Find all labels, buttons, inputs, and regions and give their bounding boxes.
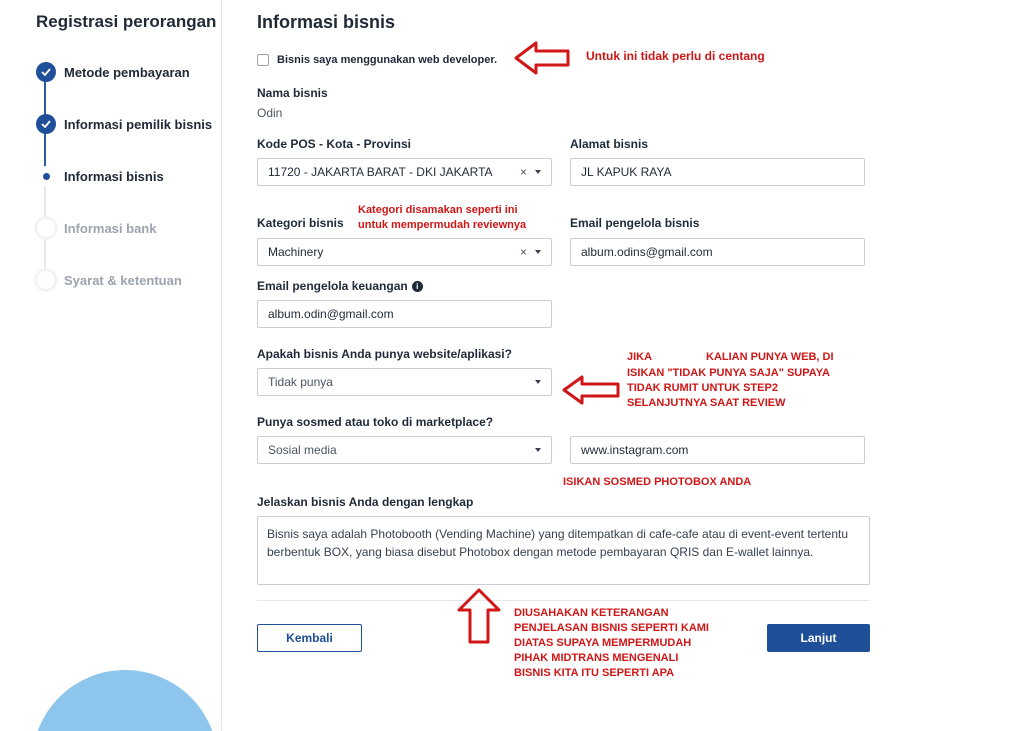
annotation-arrow-up-icon [456,588,502,644]
social-type-value: Sosial media [268,443,337,457]
annotation-desc-note-1: DIUSAHAKAN KETERANGAN [514,607,669,619]
step-informasi-bank [36,218,156,238]
social-type-select[interactable] [257,436,552,464]
annotation-category-note-1: Kategori disamakan seperti ini [358,204,518,216]
postal-select[interactable] [257,158,552,186]
step-informasi-pemilik-bisnis[interactable] [36,114,212,134]
step-label: Informasi bank [64,220,157,236]
step-label: Informasi bisnis [64,168,164,184]
website-select[interactable] [257,368,552,396]
back-button[interactable]: Kembali [257,624,362,652]
address-label: Alamat bisnis [570,137,649,151]
manager-email-value: album.odins@gmail.com [581,245,713,259]
postal-label: Kode POS - Kota - Provinsi [257,137,412,151]
social-url-value: www.instagram.com [581,443,689,457]
description-label: Jelaskan bisnis Anda dengan lengkap [257,495,474,509]
annotation-desc-note-2: PENJELASAN BISNIS SEPERTI KAMI [514,622,709,634]
current-step-dot-icon [36,166,56,186]
clear-icon[interactable]: × [519,245,527,259]
step-label: Metode pembayaran [64,64,190,80]
clear-icon[interactable]: × [519,165,527,179]
step-label: Syarat & ketentuan [64,272,182,288]
website-value: Tidak punya [268,375,333,389]
decorative-circle [32,670,218,731]
annotation-category-note-2: untuk mempermudah reviewnya [358,219,527,231]
annotation-website-note-4: SELANJUTNYA SAAT REVIEW [627,397,786,409]
business-name-label: Nama bisnis [257,86,328,100]
step-informasi-bisnis[interactable] [36,166,164,186]
category-value: Machinery [268,245,324,259]
next-button[interactable]: Lanjut [767,624,870,652]
category-label: Kategori bisnis [257,216,344,230]
sidebar-title: Registrasi perorangan [36,12,217,31]
step-metode-pembayaran[interactable] [36,62,190,82]
address-input[interactable] [570,158,865,186]
annotation-website-note-2: ISIKAN "TIDAK PUNYA SAJA" SUPAYA [627,367,830,379]
business-name-value: Odin [257,106,283,120]
annotation-website-note-3: TIDAK RUMIT UNTUK STEP2 [627,382,778,394]
website-label: Apakah bisnis Anda punya website/aplikasi? [257,347,512,361]
annotation-social-note: ISIKAN SOSMED PHOTOBOX ANDA [563,476,752,488]
chevron-down-icon[interactable] [535,448,541,452]
sidebar [0,0,222,731]
postal-value: 11720 - JAKARTA BARAT - DKI JAKARTA [268,165,493,179]
manager-email-label: Email pengelola bisnis [570,216,700,230]
annotation-website-note-1b: KALIAN PUNYA WEB, DI [706,351,834,363]
chevron-down-icon[interactable] [535,380,541,384]
category-select[interactable] [257,238,552,266]
description-textarea[interactable]: Bisnis saya adalah Photobooth (Vending Machine) yang ditempatkan di cafe-cafe atau di event-event tertentu berbentuk BOX, yang biasa disebut Photobox dengan metode pembayaran QRIS dan E-wallet lainnya. [257,516,870,585]
annotation-desc-note-5: BISNIS KITA ITU SEPERTI APA [514,667,675,679]
annotation-arrow-left-icon [514,40,570,76]
pending-step-circle-icon [36,270,56,290]
annotation-checkbox-note: Untuk ini tidak perlu di centang [586,49,765,63]
web-developer-checkbox-label[interactable]: Bisnis saya menggunakan web developer. [277,54,498,66]
chevron-down-icon[interactable] [535,170,541,174]
pending-step-circle-icon [36,218,56,238]
web-developer-checkbox-row[interactable] [257,54,497,66]
check-icon [36,114,56,134]
step-syarat-ketentuan [36,270,182,290]
divider [257,600,870,601]
social-url-input[interactable] [570,436,865,464]
finance-email-label-row [257,279,423,293]
annotation-desc-note-4: PIHAK MIDTRANS MENGENALI [514,652,679,664]
address-value: JL KAPUK RAYA [581,165,672,179]
check-icon [36,62,56,82]
info-icon[interactable]: i [412,281,423,292]
finance-email-label: Email pengelola keuangan [257,279,408,293]
finance-email-input[interactable] [257,300,552,328]
manager-email-input[interactable] [570,238,865,266]
web-developer-checkbox[interactable] [257,54,269,66]
social-label: Punya sosmed atau toko di marketplace? [257,415,494,429]
annotation-arrow-left-icon [562,374,620,406]
finance-email-value: album.odin@gmail.com [268,307,394,321]
annotation-website-note-1a: JIKA [627,351,653,363]
step-label: Informasi pemilik bisnis [64,116,213,132]
annotation-desc-note-3: DIATAS SUPAYA MEMPERMUDAH [514,637,692,649]
page-title: Informasi bisnis [257,12,396,32]
chevron-down-icon[interactable] [535,250,541,254]
